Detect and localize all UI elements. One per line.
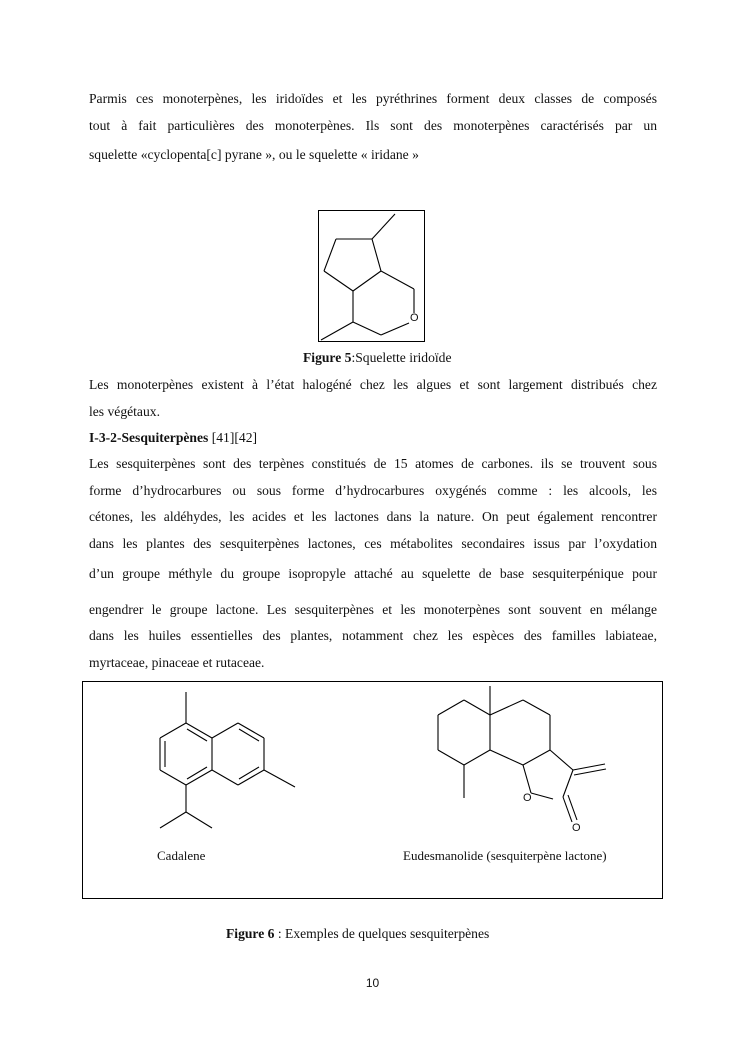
page-number: 10	[365, 976, 380, 990]
text-line: dans les plantes des sesquiterpènes lactones, ces métabolites secondaires issus par l’oxydation	[89, 535, 657, 551]
cadalene-label: Cadalene	[157, 848, 206, 863]
eudesmanolide-label: Eudesmanolide (sesquiterpène lactone)	[403, 848, 607, 863]
figure-label: Figure 5	[303, 350, 352, 365]
text-line: d’un groupe méthyle du groupe isopropyle attaché au squelette de base sesquiterpénique pour	[89, 566, 657, 581]
text-line: Les sesquiterpènes sont des terpènes constitués de 15 atomes de carbones. ils se trouvent sous	[89, 456, 657, 471]
figure-5-frame	[318, 210, 425, 342]
text-line: dans les huiles essentielles des plantes, notamment chez les espèces des familles labiateae,	[89, 628, 657, 643]
figure-label: Figure 6	[226, 926, 275, 941]
paragraph-halogen	[89, 372, 657, 425]
section-references: [41][42]	[208, 430, 258, 445]
oxygen-atom-label: O	[410, 312, 419, 324]
paragraph-intro	[89, 86, 657, 169]
text-line: tout à fait particulières des monoterpènes. Ils sont des monoterpènes caractérisés par un	[89, 117, 657, 133]
eudesmanolide-structure	[83, 682, 664, 900]
figure-5-caption	[303, 350, 452, 366]
figure-caption-text: : Exemples de quelques sesquiterpènes	[274, 926, 490, 941]
oxygen-atom-label: O	[572, 822, 581, 834]
text-line: Les monoterpènes existent à l’état halogéné chez les algues et sont largement distribués chez	[89, 377, 657, 392]
text-line: Parmis ces monoterpènes, les iridoïdes et les pyréthrines forment deux classes de composés	[89, 91, 657, 106]
text-line: les végétaux.	[89, 403, 160, 419]
section-title: I-3-2-Sesquiterpènes	[89, 430, 209, 445]
text-line: engendrer le groupe lactone. Les sesquiterpènes et les monoterpènes sont souvent en mélange	[89, 601, 657, 617]
section-heading	[89, 430, 257, 446]
figure-6-caption	[226, 926, 489, 942]
figure-caption-text: :Squelette iridoïde	[351, 350, 452, 365]
text-line: forme d’hydrocarbures ou sous forme d’hydrocarbures oxygénés comme : les alcools, les	[89, 482, 657, 498]
text-line: squelette «cyclopenta[c] pyrane », ou le squelette « iridane »	[89, 147, 419, 162]
text-line: cétones, les aldéhydes, les acides et les lactones dans la nature. On peut également rencontrer	[89, 509, 657, 524]
text-line: myrtaceae, pinaceae et rutaceae.	[89, 654, 265, 670]
figure-6-frame	[82, 681, 663, 899]
oxygen-atom-label: O	[523, 792, 532, 804]
paragraph-sesquiterpenes	[89, 451, 657, 676]
